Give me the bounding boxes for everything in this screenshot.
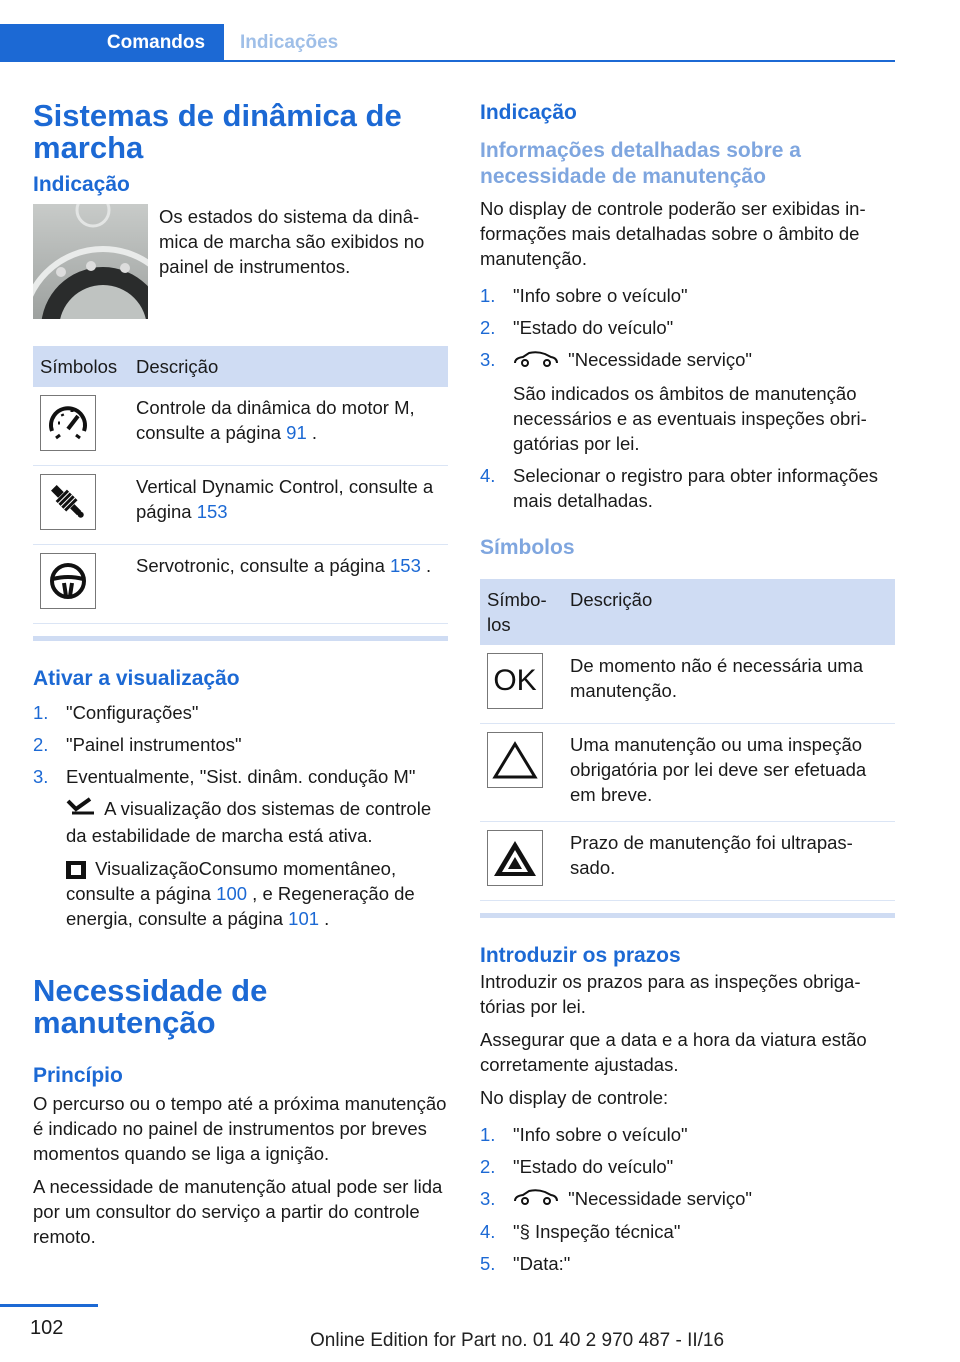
heading-principio: Princípio [33,1064,123,1088]
heading-introduzir-prazos: Introduzir os prazos [480,943,681,967]
page-link-101[interactable]: 101 [288,908,320,930]
col-header-descricao: Descrição [563,579,895,645]
prazos-steps-list [480,1122,895,1277]
table-header-row [480,579,895,645]
info-steps-list [480,283,895,513]
prazos-text-1: Introduzir os prazos para as inspeções obrigatórias por lei. [480,970,861,1017]
symbols-table-manutencao [480,579,895,901]
list-item: 5. "Data:" [480,1253,571,1275]
list-item: 1. "Info sobre o veículo" [480,1123,688,1145]
list-item: 4. Selecionar o registro para obter informações mais detalhadas. [480,464,879,511]
table-row: Uma manutenção ou uma inspeção obrigatória por lei deve ser efetuada em breve. [480,723,895,821]
table-row: OK De momento não é necessária uma manutenção. [480,645,895,724]
ativar-list [33,700,448,789]
table-header-row [33,346,448,387]
ok-icon: OK [487,653,543,709]
col-header-simbolos: Símbolos [33,346,129,387]
edition-text: Online Edition for Part no. 01 40 2 970 487 - II/16 [310,1330,725,1351]
row-desc-vertical-dynamic: Vertical Dynamic Control, consulte a página 153 [129,466,448,545]
table-row [33,387,448,466]
square-display-icon [66,861,86,879]
intro-block [33,204,448,319]
symbols-table-dinamica [33,346,448,624]
tab-comandos[interactable]: Comandos [0,24,224,61]
right-column [480,100,895,1283]
info-text: No display de controle poderão ser exibidas informações mais detalhadas sobre o âmbito de manutenção. [480,198,866,269]
warning-triangle-icon [487,732,543,788]
intro-text: Os estados do sistema da dinâmica de marcha são exibidos no painel de instrumentos. [159,206,425,277]
shock-absorber-icon [40,474,96,530]
note-visualizacao-ativa: A visualização dos sistemas de controle da estabilidade de marcha está ativa. [66,798,432,847]
note-consumo: VisualizaçãoConsumo momentâneo, consulte a página 100 , e Regeneração de energia, consulte a página 101 . [66,858,415,930]
footer-rule [0,1304,98,1307]
list-item: 1. "Info sobre o veículo" [480,285,688,306]
heading-indicacao-manutencao: Indicação [480,101,577,124]
table-divider [480,913,895,918]
prazos-text-2: Assegurar que a data e a hora da viatura estão corretamente ajustadas. [480,1028,867,1075]
left-column [33,100,448,1249]
heading-ativar: Ativar a visualização [33,667,240,690]
list-item: 2. "Estado do veículo" [480,317,674,338]
list-item: 2. "Estado do veículo" [480,1155,674,1177]
table-row: Prazo de manutenção foi ultrapassado. [480,821,895,900]
list-item: 3. Eventualmente, "Sist. dinâm. condução M" [33,766,416,787]
row-desc-dinamica-motor: Controle da dinâmica do motor M, consulte a página 91 . [129,387,448,466]
table-row [33,545,448,624]
page-number: 102 [30,1317,64,1339]
list-item: 3. "Necessidade serviço" São indicados os âmbitos de manutenção necessários e as eventuais inspeções obrigatórias por lei. [480,349,867,454]
gauge-icon [40,395,96,451]
row-desc-servotronic: Servotronic, consulte a página 153 . [129,545,448,624]
car-icon [513,349,563,374]
heading-simbolos: Símbolos [480,535,575,559]
col-header-simbolos: Símbolos [480,579,563,645]
list-item: 2. "Painel instrumentos" [33,734,242,755]
prazos-text-3: No display de controle: [480,1086,669,1108]
page-link-91[interactable]: 91 [286,422,307,443]
principio-text-2: A necessidade de manutenção atual pode ser lida por um consultor do serviço a partir do controle remoto. [33,1176,443,1248]
tab-indicacoes[interactable]: Indicações [240,31,339,53]
page-link-153[interactable]: 153 [390,555,421,576]
page-link-153[interactable]: 153 [196,501,228,522]
col-header-descricao: Descrição [129,346,448,387]
page-header [0,24,895,62]
section-title-manutencao: Necessidade de manutenção [33,973,268,1041]
list-item: 4. "§ Inspeção técnica" [480,1221,681,1243]
principio-text-1: O percurso ou o tempo até a próxima manutenção é indicado no painel de instrumentos por breves momentos quando se liga a ignição. [33,1093,447,1165]
list-item: 3. "Necessidade serviço" [480,1186,895,1213]
table-divider [33,636,448,641]
table-row [33,466,448,545]
list-item: 1. "Configurações" [33,702,199,723]
instrument-cluster-image [33,204,148,319]
car-icon [513,1187,563,1212]
page-link-100[interactable]: 100 [216,883,248,905]
heading-indicacao: Indicação [33,173,130,196]
dynamics-check-icon [66,797,100,823]
heading-info-detalhadas: Informações detalhadas sobre a necessidade de manutenção [480,139,801,188]
hazard-triangle-icon [487,830,543,886]
section-title-dinamica: Sistemas de dinâmica de marcha [33,98,402,165]
steering-wheel-icon [40,553,96,609]
